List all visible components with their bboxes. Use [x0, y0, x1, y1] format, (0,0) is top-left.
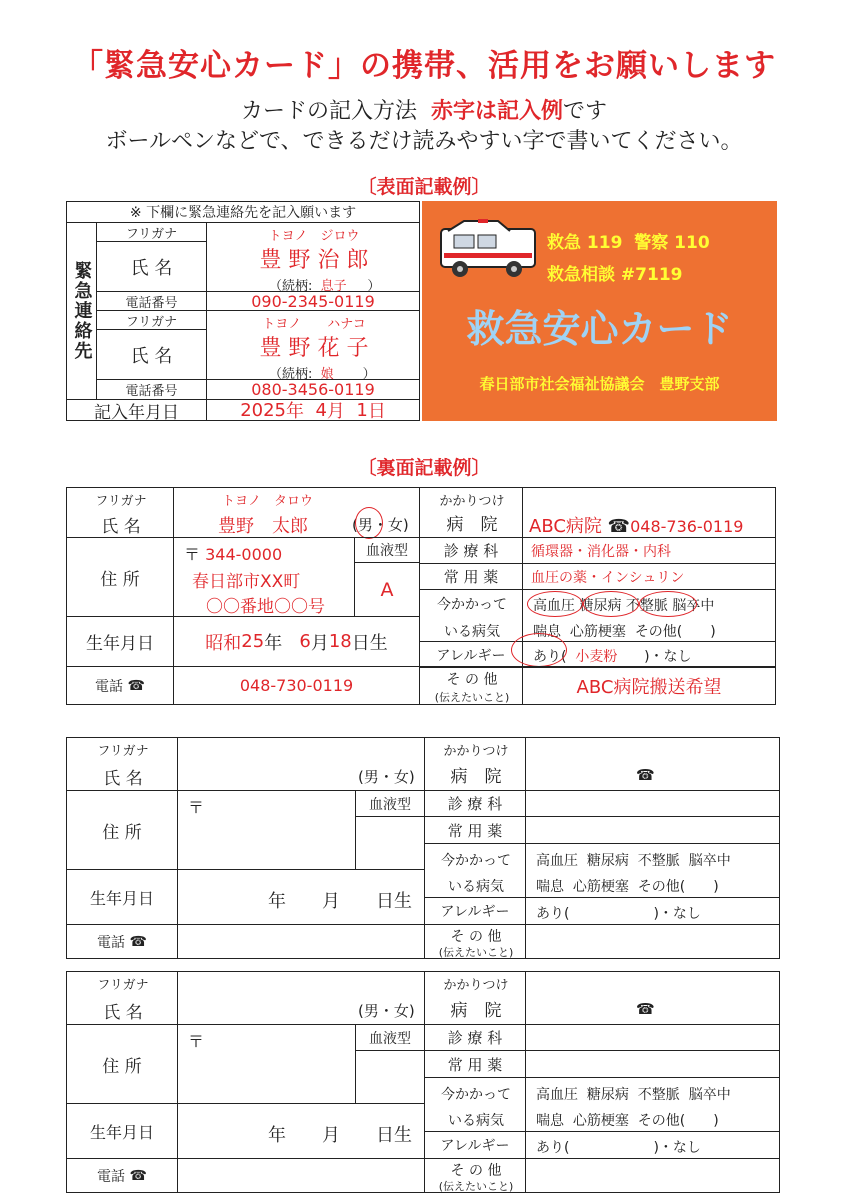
ex-blood-label: 血液型	[354, 537, 420, 563]
card-numbers	[547, 228, 710, 253]
date-value[interactable]	[206, 399, 420, 421]
b2-sex: (男・女)	[358, 1002, 415, 1020]
b2-hospital-label-cell	[424, 971, 526, 1025]
ex-phone-label	[66, 666, 174, 705]
ex-hospital	[529, 512, 743, 538]
sex-male: 男	[357, 516, 373, 534]
b2-furigana-label: フリガナ	[97, 978, 149, 993]
day-char: 日	[367, 401, 386, 422]
b2-disease-top: 今かかって	[441, 1087, 511, 1103]
back-example-table	[66, 487, 776, 705]
ex-disease-row2	[533, 621, 716, 641]
ex-postal	[184, 542, 282, 565]
b2-allergy[interactable]	[525, 1131, 780, 1159]
contact1-phone-label: 電話番号	[96, 291, 207, 311]
ex-other[interactable]: ABC病院搬送希望	[522, 666, 776, 705]
b1-birth-text: 年 月 日生	[268, 891, 412, 912]
disease-diabetes: 糖尿病	[579, 598, 622, 614]
ex-address-label: 住 所	[66, 537, 174, 617]
b2-birth[interactable]	[177, 1103, 425, 1159]
allergy-circle	[511, 633, 567, 667]
ex-birth-label: 生年月日	[66, 616, 174, 667]
front-contact-table	[66, 201, 420, 421]
b2-disease-row2: 喘息 心筋梗塞 その他( )	[536, 1113, 719, 1129]
b1-hospital-label-cell	[424, 737, 526, 791]
b2-meds[interactable]	[525, 1050, 780, 1078]
b2-birth-label: 生年月日	[66, 1103, 178, 1159]
disease-circle-3	[639, 591, 697, 617]
ex-address-cell[interactable]	[173, 537, 355, 617]
b1-hospital-top: かかりつけ	[443, 744, 509, 759]
ex-allergy-cell[interactable]	[522, 641, 776, 668]
b2-address-cell[interactable]	[177, 1024, 356, 1104]
relation-open: （続柄:	[269, 367, 313, 382]
b1-blood-label: 血液型	[355, 790, 425, 817]
sex-dot: ・	[372, 516, 388, 534]
contact2-name-cell[interactable]	[206, 310, 420, 380]
b1-phone-label	[66, 924, 178, 959]
date-label: 記入年月日	[66, 399, 207, 421]
b2-name-label-cell	[66, 971, 178, 1025]
b2-other-label-cell	[424, 1158, 526, 1193]
contact2-furigana-label: フリガナ	[96, 310, 207, 330]
ex-address1: 春日部市XX町	[192, 572, 301, 592]
b2-birth-text: 年 月 日生	[268, 1125, 412, 1146]
ex-name-label-cell	[66, 487, 174, 538]
b1-sex: (男・女)	[358, 768, 415, 786]
disease-circle-1	[527, 591, 583, 617]
instruction-line-1	[0, 94, 848, 125]
phone-icon: ☎	[636, 766, 655, 784]
contact1-name-label: 氏 名	[96, 241, 207, 292]
b2-hospital-cell[interactable]	[525, 971, 780, 1025]
ex-birth-day: 18	[328, 631, 352, 652]
b1-name-label-cell	[66, 737, 178, 791]
b2-phone-label	[66, 1158, 178, 1193]
b2-disease-row1: 高血圧 糖尿病 不整脈 脳卒中	[536, 1087, 731, 1103]
emergency-card	[422, 201, 777, 421]
blank-card-1	[66, 737, 780, 959]
b1-other-label-cell	[424, 924, 526, 959]
card-police: 警察 110	[634, 233, 710, 253]
b1-furigana-label: フリガナ	[97, 744, 149, 759]
front-side-label: 緊急連絡先	[71, 261, 93, 361]
back-section-title: 〔裏面記載例〕	[357, 457, 491, 479]
front-side-label-cell	[66, 222, 97, 400]
contact2-phone[interactable]: 080-3456-0119	[206, 379, 420, 400]
b2-dept[interactable]	[525, 1024, 780, 1051]
contact1-furigana-label: フリガナ	[96, 222, 207, 242]
ex-meds[interactable]: 血圧の薬・インシュリン	[522, 563, 776, 590]
ex-blood[interactable]: A	[354, 562, 420, 617]
card-consult: 救急相談 #7119	[547, 265, 683, 285]
b1-other-sub: (伝えたいこと)	[438, 946, 514, 959]
allergy-yes: あり(	[533, 649, 567, 665]
b2-disease-cell[interactable]	[525, 1077, 780, 1132]
ex-dept[interactable]: 循環器・消化器・内科	[522, 537, 776, 564]
ex-dept-label: 診 療 科	[419, 537, 523, 564]
date-year: 2025	[240, 399, 286, 421]
ex-hospital-name: ABC病院	[529, 516, 602, 537]
ex-phone[interactable]: 048-730-0119	[173, 666, 420, 705]
ex-other-label: そ の 他	[446, 672, 498, 688]
ex-phone-label-text: 電話	[95, 678, 124, 695]
page-title: 「緊急安心カード」の携帯、活用をお願いします	[72, 48, 776, 84]
instruction-suffix: です	[563, 99, 608, 124]
b2-blood-label: 血液型	[355, 1024, 425, 1051]
date-month: 4	[315, 399, 327, 421]
front-section-title: 〔表面記載例〕	[357, 176, 491, 198]
b2-name-cell[interactable]	[177, 971, 425, 1025]
b1-disease-bottom: いる病気	[448, 879, 504, 895]
b2-name-label: 氏 名	[103, 1003, 143, 1023]
ex-disease-label-cell	[419, 589, 523, 642]
disease-stroke: 脳卒中	[672, 598, 715, 614]
contact2-relation-value: 娘	[320, 367, 334, 382]
b2-other-label: そ の 他	[450, 1163, 502, 1179]
ex-furigana-label: フリガナ	[95, 494, 147, 509]
ex-allergy-item: 小麦粉	[575, 649, 618, 665]
disease-asthma: 喘息	[533, 624, 561, 640]
b1-disease-row1: 高血圧 糖尿病 不整脈 脳卒中	[536, 853, 731, 869]
ex-name-label: 氏 名	[101, 517, 141, 537]
ex-name-cell[interactable]	[173, 487, 420, 538]
b1-disease-cell[interactable]	[525, 843, 780, 898]
b2-dept-label: 診 療 科	[424, 1024, 526, 1051]
b2-other-sub: (伝えたいこと)	[438, 1180, 514, 1193]
relation-close: ）	[367, 279, 381, 294]
ex-name: 豊野 太郎	[218, 516, 308, 537]
b1-meds[interactable]	[525, 816, 780, 844]
b1-allergy-label: アレルギー	[424, 897, 526, 925]
b1-address-cell[interactable]	[177, 790, 356, 870]
contact1-name: 豊 野 治 郎	[259, 248, 369, 273]
phone-icon: ☎	[129, 1167, 147, 1184]
contact2-name: 豊 野 花 子	[259, 336, 369, 361]
b1-birth-label: 生年月日	[66, 869, 178, 925]
ex-other-sub: (伝えたいこと)	[434, 691, 510, 704]
b1-disease-label-cell	[424, 843, 526, 898]
b1-name-cell[interactable]	[177, 737, 425, 791]
ex-birth-suffix: 日生	[351, 632, 388, 654]
sex-female: 女	[387, 516, 403, 534]
ex-hospital-cell[interactable]	[522, 487, 776, 538]
contact1-furigana: トヨノ ジロウ	[268, 229, 360, 244]
disease-mi: 心筋梗塞	[569, 624, 626, 640]
disease-arrhythmia: 不整脈	[625, 598, 668, 614]
ex-disease-bottom: いる病気	[444, 624, 500, 640]
b1-name-label: 氏 名	[103, 769, 143, 789]
disease-circle-2	[583, 591, 639, 617]
b2-blood[interactable]	[355, 1050, 425, 1104]
ex-birth-year: 25	[241, 631, 265, 652]
ex-hospital-label: 病 院	[446, 515, 498, 535]
contact2-phone-label: 電話番号	[96, 379, 207, 400]
b1-phone[interactable]	[177, 924, 425, 959]
sex-open: (	[352, 516, 358, 534]
b2-disease-bottom: いる病気	[448, 1113, 504, 1129]
date-day: 1	[356, 399, 368, 421]
ex-hospital-label-cell	[419, 487, 523, 538]
contact1-phone[interactable]: 090-2345-0119	[206, 291, 420, 311]
b1-other-label: そ の 他	[450, 929, 502, 945]
phone-icon: ☎	[607, 516, 631, 537]
b2-hospital-label: 病 院	[450, 1001, 502, 1021]
ex-hospital-phone: 048-736-0119	[630, 517, 744, 536]
b1-address-label: 住 所	[66, 790, 178, 870]
b2-meds-label: 常 用 薬	[424, 1050, 526, 1078]
card-name: 救急安心カード	[466, 307, 733, 351]
b1-phone-label-text: 電話	[97, 934, 126, 951]
relation-close: ）	[362, 367, 376, 382]
card-org: 春日部市社会福祉協議会 豊野支部	[479, 375, 720, 393]
blank-card-2	[66, 971, 780, 1193]
ex-month-char: 月	[310, 632, 329, 654]
front-note: ※ 下欄に緊急連絡先を記入願います	[66, 201, 420, 223]
contact1-name-cell[interactable]	[206, 222, 420, 292]
ex-birth[interactable]	[173, 616, 420, 667]
card-emergency: 救急 119	[547, 233, 623, 253]
b1-birth[interactable]	[177, 869, 425, 925]
month-char: 月	[326, 401, 345, 422]
instruction-red-note: 赤字は記入例	[430, 99, 563, 124]
allergy-no: )・なし	[644, 649, 692, 665]
b2-phone[interactable]	[177, 1158, 425, 1193]
ex-meds-label: 常 用 薬	[419, 563, 523, 590]
b1-other[interactable]	[525, 924, 780, 959]
b1-dept-label: 診 療 科	[424, 790, 526, 817]
ex-disease-cell[interactable]	[522, 589, 776, 642]
ex-birth-era: 昭和	[205, 632, 242, 654]
sex-circle	[355, 507, 383, 539]
b2-allergy-label: アレルギー	[424, 1131, 526, 1159]
b1-dept[interactable]	[525, 790, 780, 817]
b2-disease-label-cell	[424, 1077, 526, 1132]
instruction-prefix: カードの記入方法	[240, 99, 417, 124]
b2-postal: 〒	[188, 1032, 205, 1051]
b1-meds-label: 常 用 薬	[424, 816, 526, 844]
b1-postal: 〒	[188, 798, 205, 817]
b2-address-label: 住 所	[66, 1024, 178, 1104]
ex-postal-code: 344-0000	[205, 545, 283, 564]
b2-phone-label-text: 電話	[97, 1168, 126, 1185]
b1-disease-top: 今かかって	[441, 853, 511, 869]
b1-allergy[interactable]	[525, 897, 780, 925]
disease-hypertension: 高血圧	[533, 598, 575, 614]
phone-icon: ☎	[129, 933, 147, 950]
phone-icon: ☎	[636, 1000, 655, 1018]
ex-hospital-top: かかりつけ	[439, 494, 505, 509]
b2-allergy-text: あり( )・なし	[536, 1140, 701, 1156]
b1-hospital-cell[interactable]	[525, 737, 780, 791]
ex-address2: 〇〇番地〇〇号	[206, 597, 325, 617]
b2-other[interactable]	[525, 1158, 780, 1193]
ex-other-label-cell	[419, 666, 523, 705]
postal-mark: 〒	[184, 545, 201, 564]
contact2-name-label: 氏 名	[96, 329, 207, 380]
contact1-relation-value: 息子	[320, 279, 347, 294]
disease-other: その他( )	[634, 624, 716, 640]
ex-furigana: トヨノ タロウ	[222, 494, 314, 509]
relation-open: （続柄:	[269, 279, 313, 294]
b1-blood[interactable]	[355, 816, 425, 870]
ex-allergy-label: アレルギー	[419, 641, 523, 668]
phone-icon: ☎	[127, 677, 145, 694]
ambulance-icon	[438, 217, 538, 281]
year-char: 年	[286, 401, 304, 422]
b1-disease-row2: 喘息 心筋梗塞 その他( )	[536, 879, 719, 895]
sex-close: )	[402, 516, 409, 534]
ex-year-char: 年	[264, 632, 283, 654]
ex-birth-month: 6	[299, 631, 311, 652]
b1-allergy-text: あり( )・なし	[536, 906, 701, 922]
instruction-line-2: ボールペンなどで、できるだけ読みやすい字で書いてください。	[105, 129, 743, 154]
contact2-furigana: トヨノ ハナコ	[262, 317, 366, 332]
ex-disease-top: 今かかって	[437, 597, 507, 613]
b1-hospital-label: 病 院	[450, 767, 502, 787]
b2-hospital-top: かかりつけ	[443, 978, 509, 993]
